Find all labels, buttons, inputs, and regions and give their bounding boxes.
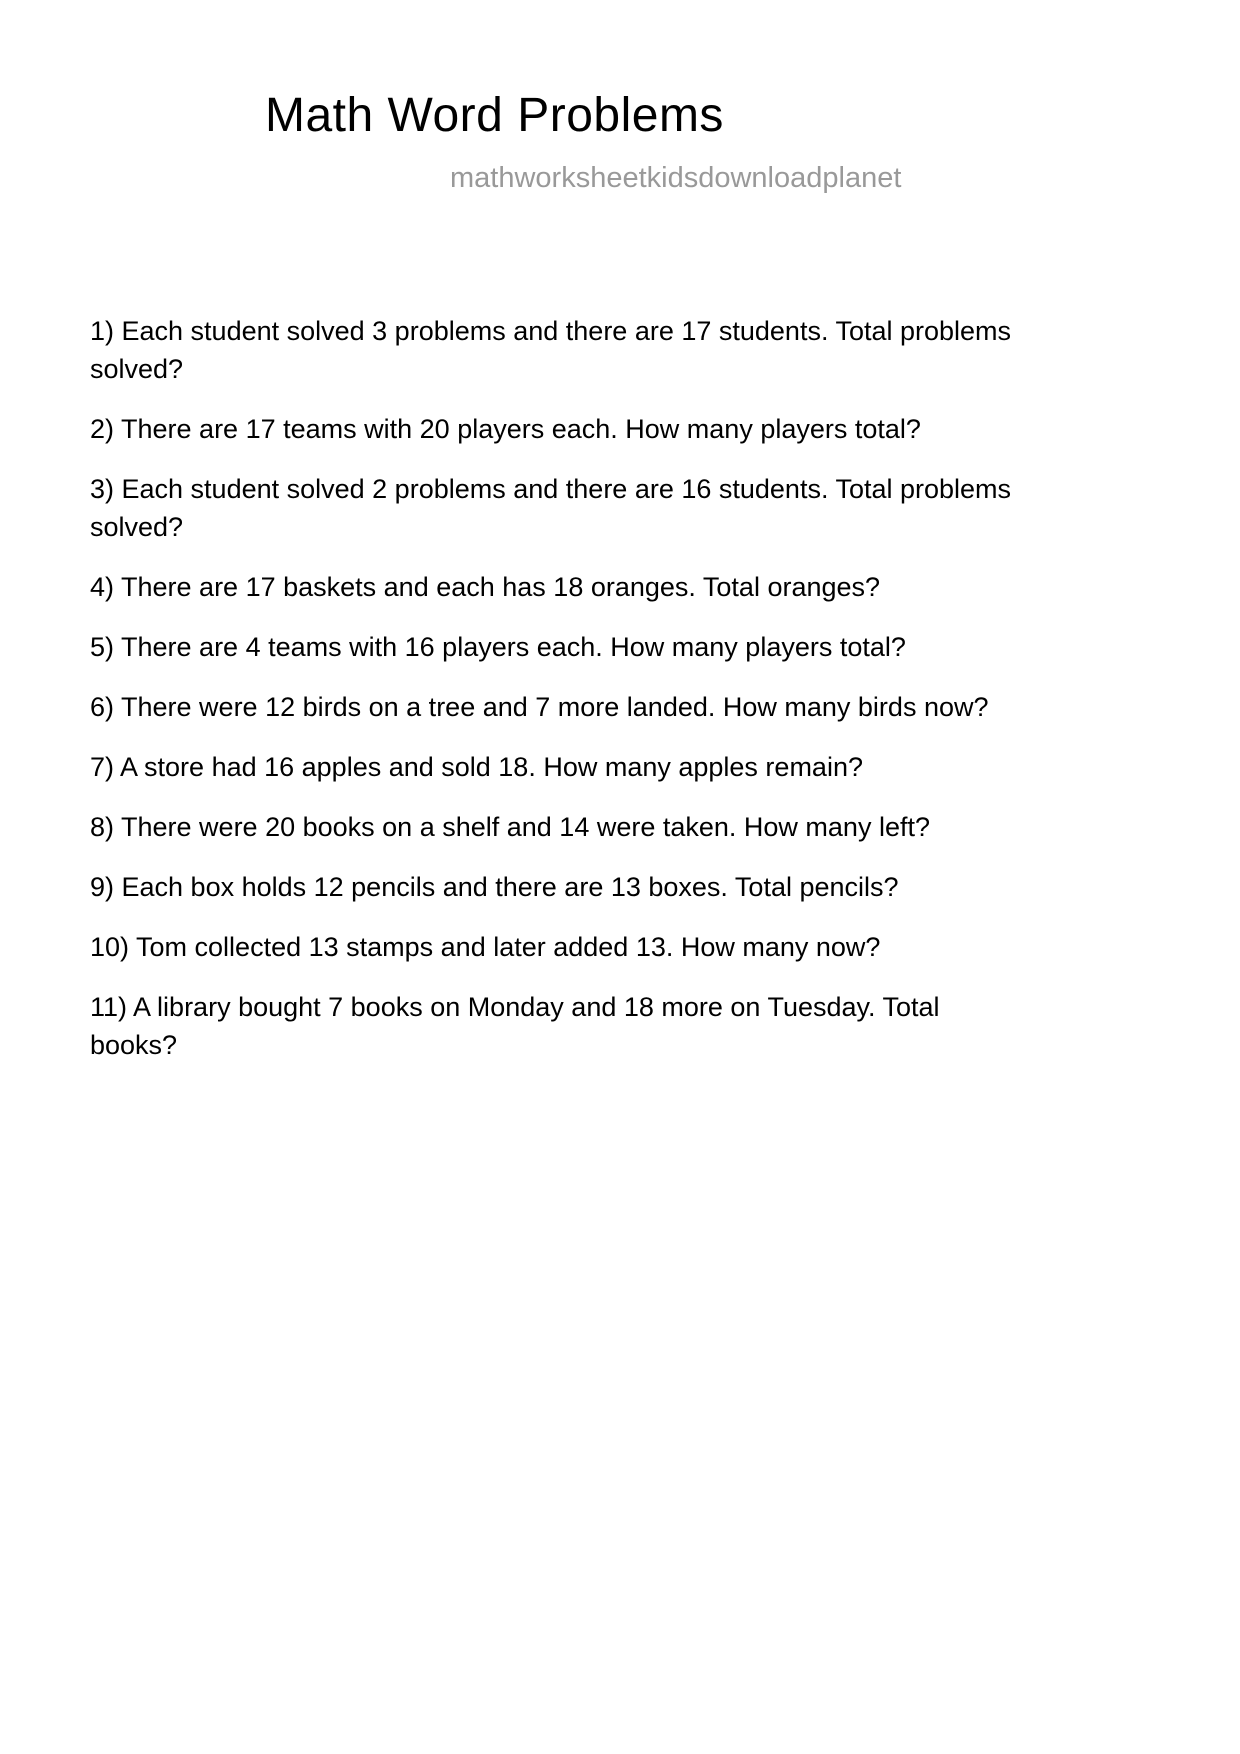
problems-list xyxy=(90,312,1030,1086)
problem-item-11: 11) A library bought 7 books on Monday and 18 more on Tuesday. Total books? xyxy=(90,992,940,1060)
problem-item-7: 7) A store had 16 apples and sold 18. How many apples remain? xyxy=(90,752,863,782)
problem-item-3: 3) Each student solved 2 problems and there are 16 students. Total problems solved? xyxy=(90,474,1012,542)
problem-item-10: 10) Tom collected 13 stamps and later added 13. How many now? xyxy=(90,932,881,962)
page-subtitle: mathworksheetkidsdownloadplanet xyxy=(450,162,902,194)
problem-item-5: 5) There are 4 teams with 16 players each. How many players total? xyxy=(90,632,906,662)
page-title: Math Word Problems xyxy=(265,89,724,142)
problem-item-2: 2) There are 17 teams with 20 players each. How many players total? xyxy=(90,414,921,444)
problem-item-8: 8) There were 20 books on a shelf and 14 were taken. How many left? xyxy=(90,812,930,842)
problem-item-9: 9) Each box holds 12 pencils and there are 13 boxes. Total pencils? xyxy=(90,872,899,902)
problem-item-6: 6) There were 12 birds on a tree and 7 more landed. How many birds now? xyxy=(90,692,989,722)
problem-item-1: 1) Each student solved 3 problems and there are 17 students. Total problems solved? xyxy=(90,316,1012,384)
problem-item-4: 4) There are 17 baskets and each has 18 oranges. Total oranges? xyxy=(90,572,881,602)
